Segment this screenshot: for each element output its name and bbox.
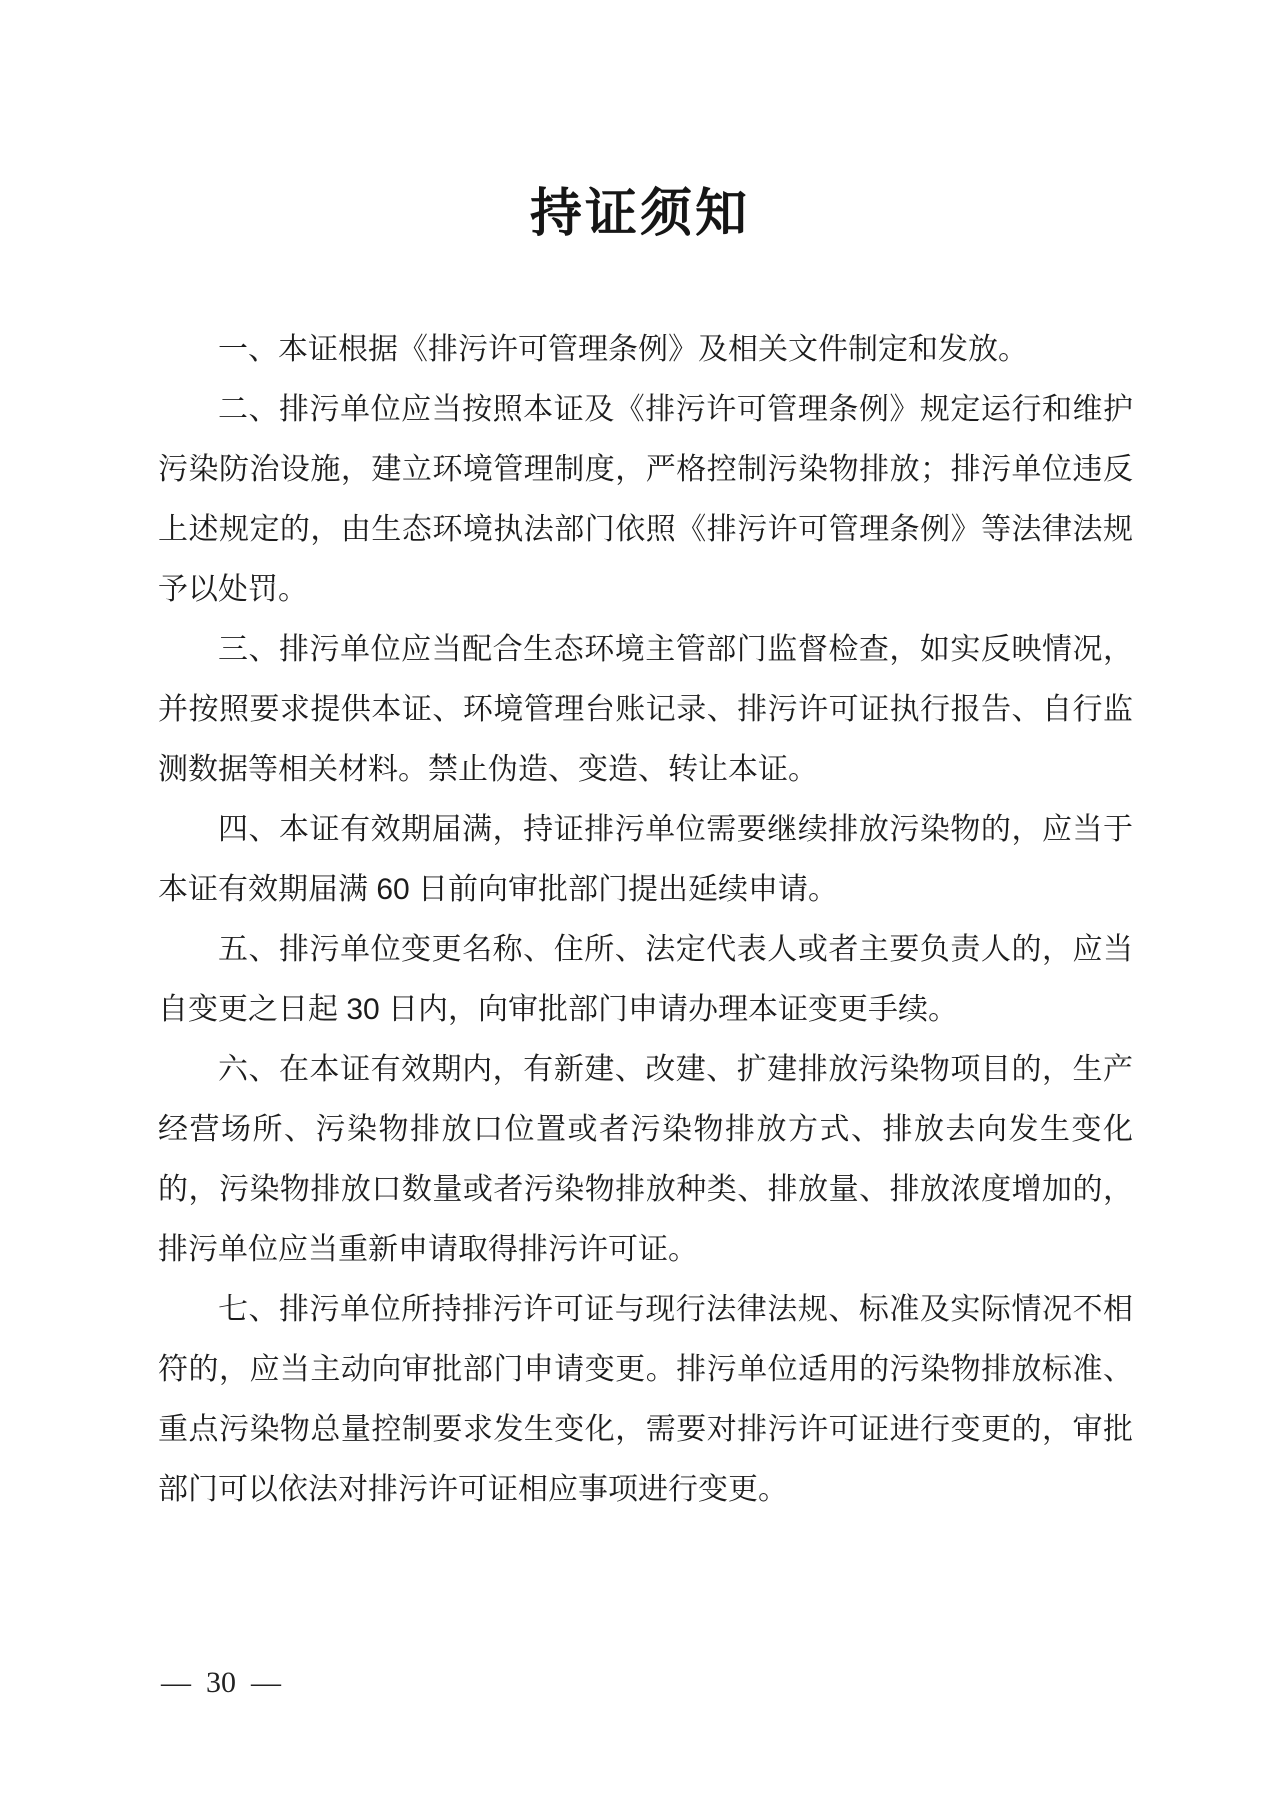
page-footer <box>161 1666 281 1700</box>
notice-paragraph-7: 七、排污单位所持排污许可证与现行法律法规、标准及实际情况不相符的，应当主动向审批部门申请变更。排污单位适用的污染物排放标准、重点污染物总量控制要求发生变化，需要对排污许可证进行变更的，审批部门可以依法对排污许可证相应事项进行变更。 <box>158 1293 1133 1506</box>
notice-paragraph-6: 六、在本证有效期内，有新建、改建、扩建排放污染物项目的，生产经营场所、污染物排放口位置或者污染物排放方式、排放去向发生变化的，污染物排放口数量或者污染物排放种类、排放量、排放浓度增加的，排污单位应当重新申请取得排污许可证。 <box>158 1053 1133 1266</box>
footer-dash-left: — <box>161 1666 191 1699</box>
notice-paragraph-5: 五、排污单位变更名称、住所、法定代表人或者主要负责人的，应当自变更之日起 30 日内，向审批部门申请办理本证变更手续。 <box>158 933 1133 1026</box>
footer-dash-right: — <box>251 1666 281 1699</box>
notice-paragraph-1: 一、本证根据《排污许可管理条例》及相关文件制定和发放。 <box>218 333 1028 366</box>
notice-paragraph-2: 二、排污单位应当按照本证及《排污许可管理条例》规定运行和维护污染防治设施，建立环境管理制度，严格控制污染物排放；排污单位违反上述规定的，由生态环境执法部门依照《排污许可管理条例》等法律法规予以处罚。 <box>158 393 1133 606</box>
notice-paragraph-3: 三、排污单位应当配合生态环境主管部门监督检查，如实反映情况，并按照要求提供本证、环境管理台账记录、排污许可证执行报告、自行监测数据等相关材料。禁止伪造、变造、转让本证。 <box>158 633 1133 786</box>
page-title: 持证须知 <box>529 185 750 243</box>
page-number: 30 <box>206 1666 236 1699</box>
notice-body <box>158 320 1133 1520</box>
notice-paragraph-4: 四、本证有效期届满，持证排污单位需要继续排放污染物的，应当于本证有效期届满 60 日前向审批部门提出延续申请。 <box>158 813 1133 906</box>
